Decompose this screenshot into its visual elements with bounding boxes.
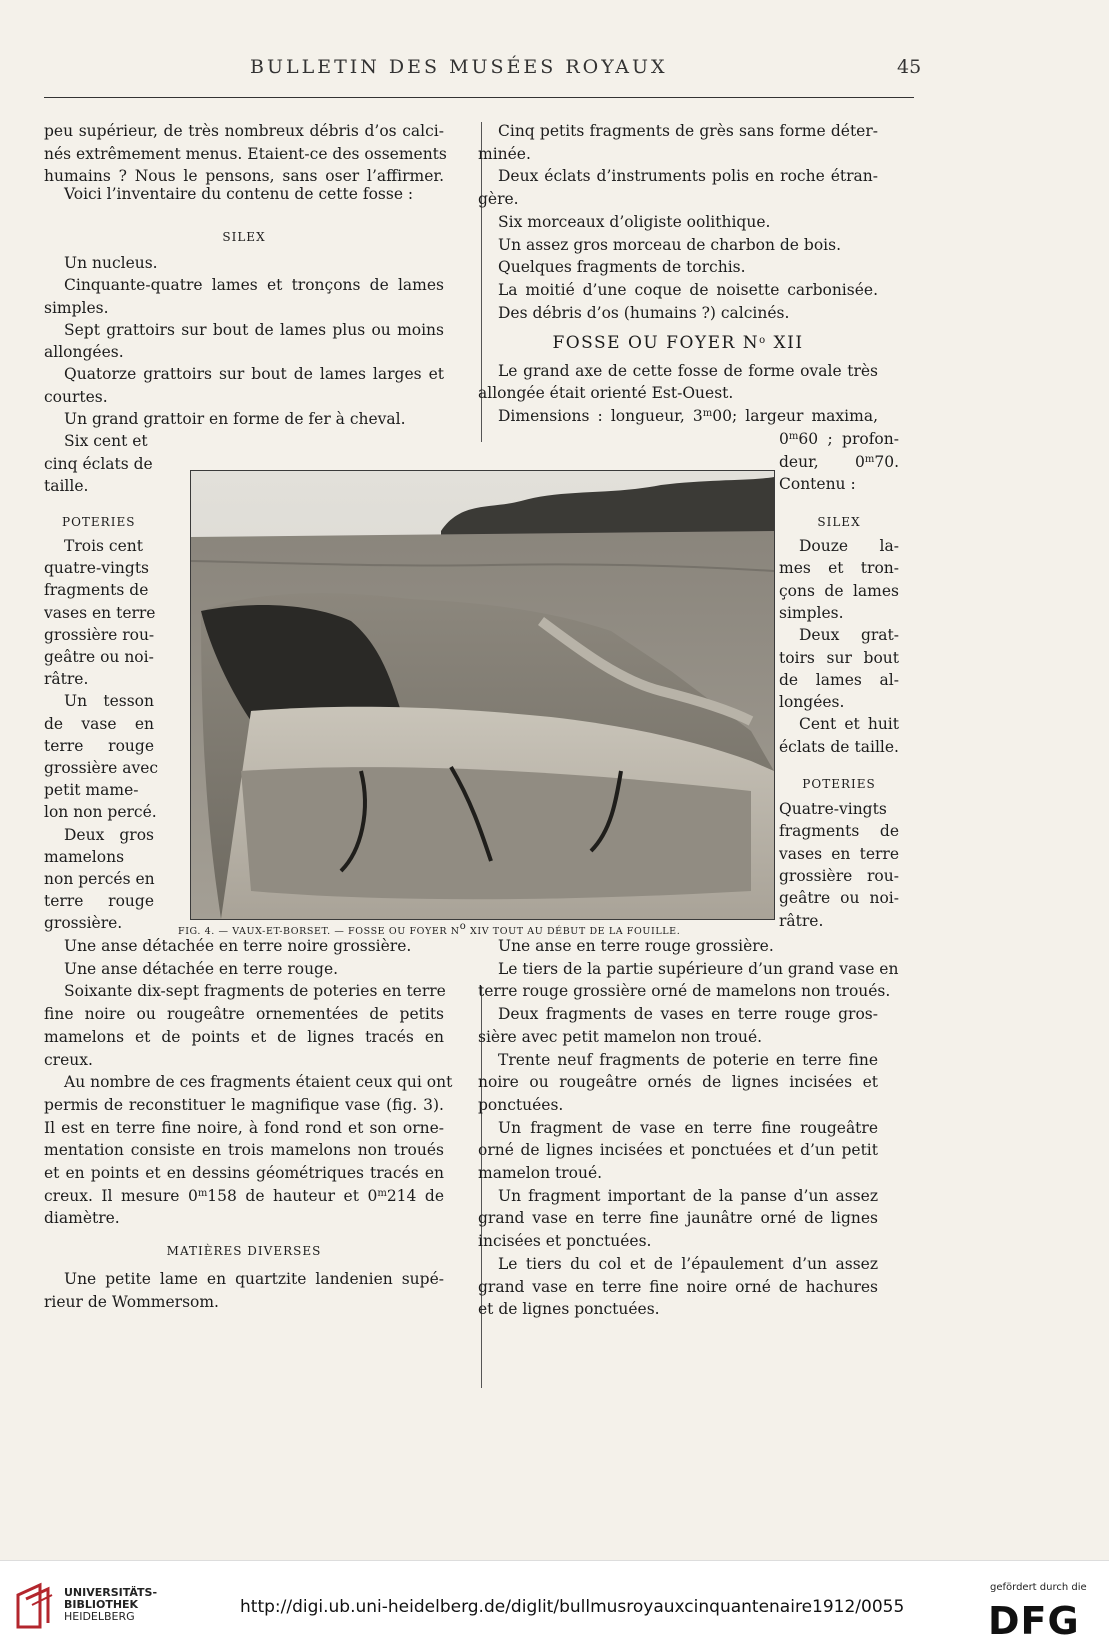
text-line: Un grand grattoir en forme de fer à cheval. — [64, 410, 406, 428]
text-line: mes et tron- — [779, 559, 899, 578]
text-line: grossière rou- — [44, 625, 155, 644]
text-line: Sept grattoirs sur bout de lames plus ou moins — [64, 321, 444, 339]
text-line: Au nombre de ces fragments étaient ceux qui ont — [64, 1073, 453, 1092]
library-line: BIBLIOTHEK — [64, 1598, 139, 1611]
text-line: fragments de — [779, 822, 899, 841]
library-line: UNIVERSITÄTS- — [64, 1586, 158, 1599]
text-line: Quatre-vingts — [779, 800, 887, 818]
section-heading: POTERIES — [62, 515, 136, 529]
text-line: Une anse en terre rouge grossière. — [498, 937, 774, 955]
text-line: grossière avec — [44, 759, 159, 777]
text-line: Un assez gros morceau de charbon de bois. — [498, 235, 841, 254]
text-line: peu supérieur, de très nombreux débris d’os calci- — [44, 122, 444, 140]
digital-library-link[interactable]: http://digi.ub.uni-heidelberg.de/diglit/bullmusroyauxcinquantenaire1912/0055 — [240, 1597, 905, 1617]
text-line: deur, 0$^m$70. — [779, 452, 899, 471]
text-line: courtes. — [44, 388, 108, 406]
text-line: creux. — [44, 1050, 93, 1069]
text-line: terre rouge — [44, 736, 154, 755]
text-line: râtre. — [779, 911, 824, 930]
text-line: mamelons et de points et de lignes tracés en — [44, 1027, 444, 1046]
text-line: Contenu : — [779, 475, 856, 493]
text-line: geâtre ou noi- — [44, 648, 154, 666]
text-line: Cinq petits fragments de grès sans forme déter- — [498, 122, 878, 140]
text-line: Un fragment de vase en terre fine rougeâtre — [498, 1118, 878, 1137]
text-line: Soixante dix-sept fragments de poteries en terre — [64, 982, 446, 1001]
text-line: Trente neuf fragments de poterie en terre fine — [498, 1050, 878, 1069]
text-line: Un fragment important de la panse d’un assez — [498, 1186, 878, 1205]
text-line: creux. Il mesure 0$^m$158 de hauteur et 0$^m$214 de — [44, 1186, 445, 1205]
text-line: mentation consiste en trois mamelons non troués — [44, 1141, 444, 1160]
text-line: éclats de taille. — [779, 737, 899, 756]
text-line: Deux grat- — [799, 626, 899, 645]
text-line: cinq éclats de — [44, 455, 153, 473]
section-heading: FOSSE OU FOYER $N^o$ XII — [552, 333, 804, 353]
text-line: Le tiers de la partie supérieure d’un grand vase en — [498, 959, 899, 978]
library-line: HEIDELBERG — [64, 1610, 135, 1623]
text-line: Six morceaux d’oligiste oolithique. — [498, 212, 771, 231]
text-line: Quatorze grattoirs sur bout de lames larges et — [64, 365, 444, 383]
digitization-footer — [0, 1560, 1109, 1651]
text-line: et en points et en dessins géométriques tracés en — [44, 1164, 444, 1182]
text-line: Une petite lame en quartzite landenien supé- — [64, 1270, 444, 1288]
text-line: Il est en terre fine noire, à fond rond et son orne- — [44, 1118, 444, 1137]
text-line: Voici l’inventaire du contenu de cette fosse : — [64, 185, 414, 203]
text-line: râtre. — [44, 670, 89, 689]
section-heading: SILEX — [817, 515, 861, 529]
text-line: grand vase en terre fine jaunâtre orné de lignes — [478, 1209, 878, 1228]
text-line: grand vase en terre fine noire orné de hachures — [478, 1277, 878, 1296]
text-line: Deux gros — [64, 825, 154, 844]
section-heading: SILEX — [222, 230, 266, 244]
text-line: sière avec petit mamelon non troué. — [478, 1027, 763, 1046]
text-line: geâtre ou noi- — [779, 889, 899, 908]
text-line: Des débris d’os (humains ?) calcinés. — [498, 303, 790, 322]
text-line: fragments de — [44, 581, 149, 600]
text-line: vases en terre — [44, 603, 156, 622]
text-line: Une anse détachée en terre noire grossière. — [64, 937, 412, 955]
figure-photograph — [190, 470, 775, 920]
text-line: çons de lames — [779, 581, 899, 600]
header-rule — [44, 97, 914, 98]
university-library-logo-icon — [14, 1581, 56, 1631]
text-line: non percés en — [44, 870, 155, 888]
text-line: mamelon troué. — [478, 1164, 603, 1182]
text-line: Le grand axe de cette fosse de forme ovale très — [498, 362, 878, 380]
text-line: ponctuées. — [478, 1095, 564, 1114]
text-line: de lames al- — [779, 670, 899, 689]
text-line: diamètre. — [44, 1209, 120, 1228]
text-line: Douze la- — [799, 537, 899, 555]
text-line: taille. — [44, 477, 89, 495]
section-heading: POTERIES — [802, 777, 876, 791]
text-line: terre rouge grossière orné de mamelons non troués. — [478, 982, 891, 1001]
text-line: Trois cent — [64, 537, 143, 555]
text-line: quatre-vingts — [44, 559, 149, 578]
text-line: Deux éclats d’instruments polis en roche étran- — [498, 167, 878, 186]
text-line: petit mame- — [44, 781, 139, 800]
section-heading: MATIÈRES DIVERSES — [166, 1244, 322, 1258]
text-line: fine noire ou rougeâtre ornementées de petits — [44, 1005, 444, 1024]
text-line: simples. — [44, 299, 109, 317]
text-line: humains ? Nous le pensons, sans oser l’affirmer. — [44, 167, 444, 186]
text-line: noire ou rougeâtre ornés de lignes incisées et — [478, 1073, 878, 1092]
text-line: mamelons — [44, 847, 125, 866]
figure-caption: FIG. 4. — VAUX-ET-BORSET. — FOSSE OU FOYER $N^o$ XIV TOUT AU DÉBUT DE LA FOUILLE. — [178, 921, 681, 937]
text-line: Six cent et — [64, 432, 148, 450]
text-line: vases en terre — [779, 844, 899, 863]
text-line: Le tiers du col et de l’épaulement d’un assez — [498, 1254, 878, 1273]
text-line: longées. — [779, 693, 845, 712]
dfg-logo: DFG — [988, 1599, 1080, 1643]
text-line: rieur de Wommersom. — [44, 1293, 219, 1311]
text-line: incisées et ponctuées. — [478, 1232, 652, 1251]
text-line: orné de lignes incisées et ponctuées et d’un petit — [478, 1141, 878, 1160]
text-line: de vase en — [44, 714, 154, 733]
library-name — [64, 1587, 157, 1623]
text-line: allongées. — [44, 343, 124, 361]
running-header: BULLETIN DES MUSÉES ROYAUX — [250, 56, 668, 78]
text-line: La moitié d’une coque de noisette carbonisée. — [498, 280, 878, 299]
text-line: Cent et huit — [799, 715, 899, 734]
funder-label: gefördert durch die — [990, 1582, 1087, 1593]
text-line: minée. — [478, 144, 531, 163]
text-line: Une anse détachée en terre rouge. — [64, 959, 339, 978]
text-line: Un tesson — [64, 692, 154, 711]
text-line: Un nucleus. — [64, 254, 158, 272]
text-line: permis de reconstituer le magnifique vase (fig. 3). — [44, 1095, 444, 1114]
text-line: Deux fragments de vases en terre rouge gros- — [498, 1005, 878, 1024]
text-line: simples. — [779, 603, 844, 622]
text-line: grossière. — [44, 914, 123, 933]
text-line: Cinquante-quatre lames et tronçons de lames — [64, 276, 444, 294]
text-line: grossière rou- — [779, 866, 899, 885]
text-line: lon non percé. — [44, 803, 157, 822]
text-line: et de lignes ponctuées. — [478, 1300, 660, 1319]
text-line: Quelques fragments de torchis. — [498, 258, 746, 277]
text-line: toirs sur bout — [779, 648, 899, 667]
text-line: Dimensions : longueur, 3$^m$00; largeur maxima, — [498, 407, 878, 425]
text-line: terre rouge — [44, 892, 154, 911]
text-line: gère. — [478, 190, 519, 209]
text-line: nés extrêmement menus. Etaient-ce des ossements — [44, 144, 447, 163]
page-number: 45 — [897, 56, 922, 78]
text-line: 0$^m$60 ; profon- — [779, 430, 899, 448]
excavation-photo-illustration — [191, 471, 774, 919]
text-line: allongée était orienté Est-Ouest. — [478, 384, 734, 402]
